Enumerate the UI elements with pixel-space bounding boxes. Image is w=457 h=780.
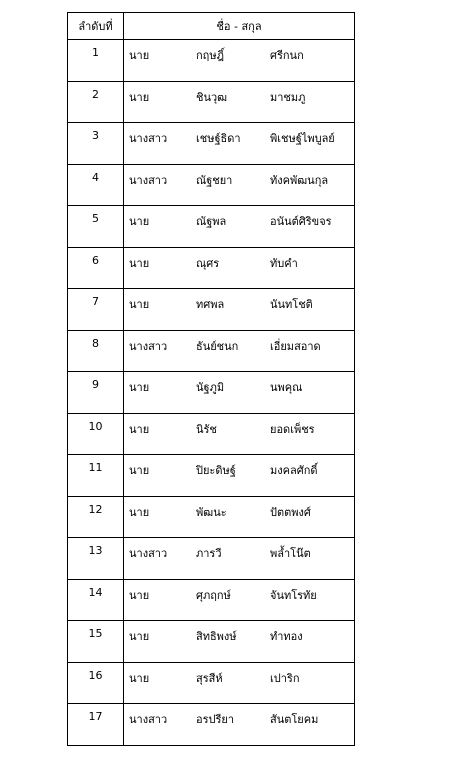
row-number: 8 xyxy=(68,330,124,372)
full-name-cell xyxy=(124,164,355,206)
table-row xyxy=(68,372,355,414)
last-name: เอี่ยมสอาด xyxy=(270,339,321,353)
full-name-cell xyxy=(124,289,355,331)
last-name: มงคลศักดิ์ xyxy=(270,464,318,477)
table-body xyxy=(68,40,355,746)
header-name: ชื่อ - สกุล xyxy=(124,13,355,40)
last-name: นพคุณ xyxy=(270,381,303,394)
name-prefix: นาย xyxy=(129,671,150,685)
first-name: ณุศร xyxy=(196,256,220,270)
full-name-cell xyxy=(124,206,355,248)
full-name-cell xyxy=(124,538,355,580)
name-prefix: นาย xyxy=(129,49,150,62)
first-name: ปิยะดิษฐ์ xyxy=(196,464,236,477)
first-name: ศุภฤกษ์ xyxy=(196,588,231,602)
row-number: 4 xyxy=(68,164,124,206)
table-row xyxy=(68,621,355,663)
full-name-cell xyxy=(124,247,355,289)
table-row xyxy=(68,123,355,165)
table-row xyxy=(68,496,355,538)
table-row xyxy=(68,538,355,580)
name-prefix: นางสาว xyxy=(129,339,168,353)
full-name-cell xyxy=(124,704,355,746)
table-row xyxy=(68,164,355,206)
table-row xyxy=(68,247,355,289)
last-name: จันทโรทัย xyxy=(270,588,317,602)
table-row xyxy=(68,81,355,123)
full-name-cell xyxy=(124,123,355,165)
full-name-cell xyxy=(124,413,355,455)
last-name: อนันต์ศิริขจร xyxy=(270,215,332,228)
last-name: พิเชษฐ์ไพบูลย์ xyxy=(270,132,335,145)
first-name: นัฐภูมิ xyxy=(196,381,225,394)
name-prefix: นาย xyxy=(129,422,150,436)
first-name: สุรสีห์ xyxy=(196,671,223,685)
name-prefix: นางสาว xyxy=(129,173,168,187)
last-name: ศรีกนก xyxy=(270,49,304,62)
row-number: 14 xyxy=(68,579,124,621)
first-name: ทศพล xyxy=(196,298,225,311)
name-prefix: นางสาว xyxy=(129,132,168,145)
name-prefix: นาย xyxy=(129,464,150,477)
last-name: ทังคพัฒนกุล xyxy=(270,173,329,187)
row-number: 11 xyxy=(68,455,124,497)
row-number: 13 xyxy=(68,538,124,580)
row-number: 7 xyxy=(68,289,124,331)
first-name: สิทธิพงษ์ xyxy=(196,630,237,643)
name-prefix: นางสาว xyxy=(129,713,168,726)
table-row xyxy=(68,662,355,704)
name-prefix: นาย xyxy=(129,90,150,104)
row-number: 17 xyxy=(68,704,124,746)
name-prefix: นาย xyxy=(129,381,150,394)
row-number: 15 xyxy=(68,621,124,663)
row-number: 9 xyxy=(68,372,124,414)
last-name: เปาริก xyxy=(270,671,300,685)
last-name: นันทโชติ xyxy=(270,298,313,311)
table-row xyxy=(68,704,355,746)
full-name-cell xyxy=(124,81,355,123)
table-row xyxy=(68,330,355,372)
first-name: ณัฐชยา xyxy=(196,173,233,187)
full-name-cell xyxy=(124,621,355,663)
table-row xyxy=(68,413,355,455)
first-name: ชินวุฒ xyxy=(196,90,228,104)
last-name: ยอดเพ็ชร xyxy=(270,422,315,436)
name-prefix: นาย xyxy=(129,298,150,311)
table-row xyxy=(68,206,355,248)
row-number: 3 xyxy=(68,123,124,165)
table-header-row xyxy=(68,13,355,40)
row-number: 12 xyxy=(68,496,124,538)
table-row xyxy=(68,455,355,497)
name-prefix: นาย xyxy=(129,630,150,643)
name-prefix: นางสาว xyxy=(129,547,168,560)
row-number: 1 xyxy=(68,40,124,82)
name-prefix: นาย xyxy=(129,588,150,602)
first-name: กฤษฎิ์ xyxy=(196,49,224,62)
table-row xyxy=(68,579,355,621)
first-name: ภารวี xyxy=(196,547,222,560)
last-name: ทำทอง xyxy=(270,630,303,643)
first-name: อรปรียา xyxy=(196,713,235,726)
full-name-cell xyxy=(124,579,355,621)
row-number: 2 xyxy=(68,81,124,123)
row-number: 6 xyxy=(68,247,124,289)
full-name-cell xyxy=(124,40,355,82)
full-name-cell xyxy=(124,372,355,414)
last-name: สันตโยคม xyxy=(270,713,319,726)
first-name: พัฒนะ xyxy=(196,505,227,519)
table-row xyxy=(68,289,355,331)
row-number: 16 xyxy=(68,662,124,704)
name-prefix: นาย xyxy=(129,256,150,270)
last-name: ทับคำ xyxy=(270,256,298,270)
first-name: นิรัช xyxy=(196,422,217,436)
row-number: 10 xyxy=(68,413,124,455)
first-name: ธันย์ชนก xyxy=(196,339,239,353)
last-name: พลํ้าโน๊ต xyxy=(270,547,311,560)
name-prefix: นาย xyxy=(129,505,150,519)
row-number: 5 xyxy=(68,206,124,248)
header-no: ลำดับที่ xyxy=(68,13,124,40)
first-name: ณัฐพล xyxy=(196,215,227,228)
first-name: เชษฐ์ธิดา xyxy=(196,132,241,145)
name-prefix: นาย xyxy=(129,215,150,228)
full-name-cell xyxy=(124,662,355,704)
student-name-table xyxy=(67,12,355,746)
full-name-cell xyxy=(124,330,355,372)
full-name-cell xyxy=(124,496,355,538)
table-row xyxy=(68,40,355,82)
last-name: ปัตตพงศ์ xyxy=(270,505,311,519)
full-name-cell xyxy=(124,455,355,497)
last-name: มาชมภู xyxy=(270,90,306,104)
